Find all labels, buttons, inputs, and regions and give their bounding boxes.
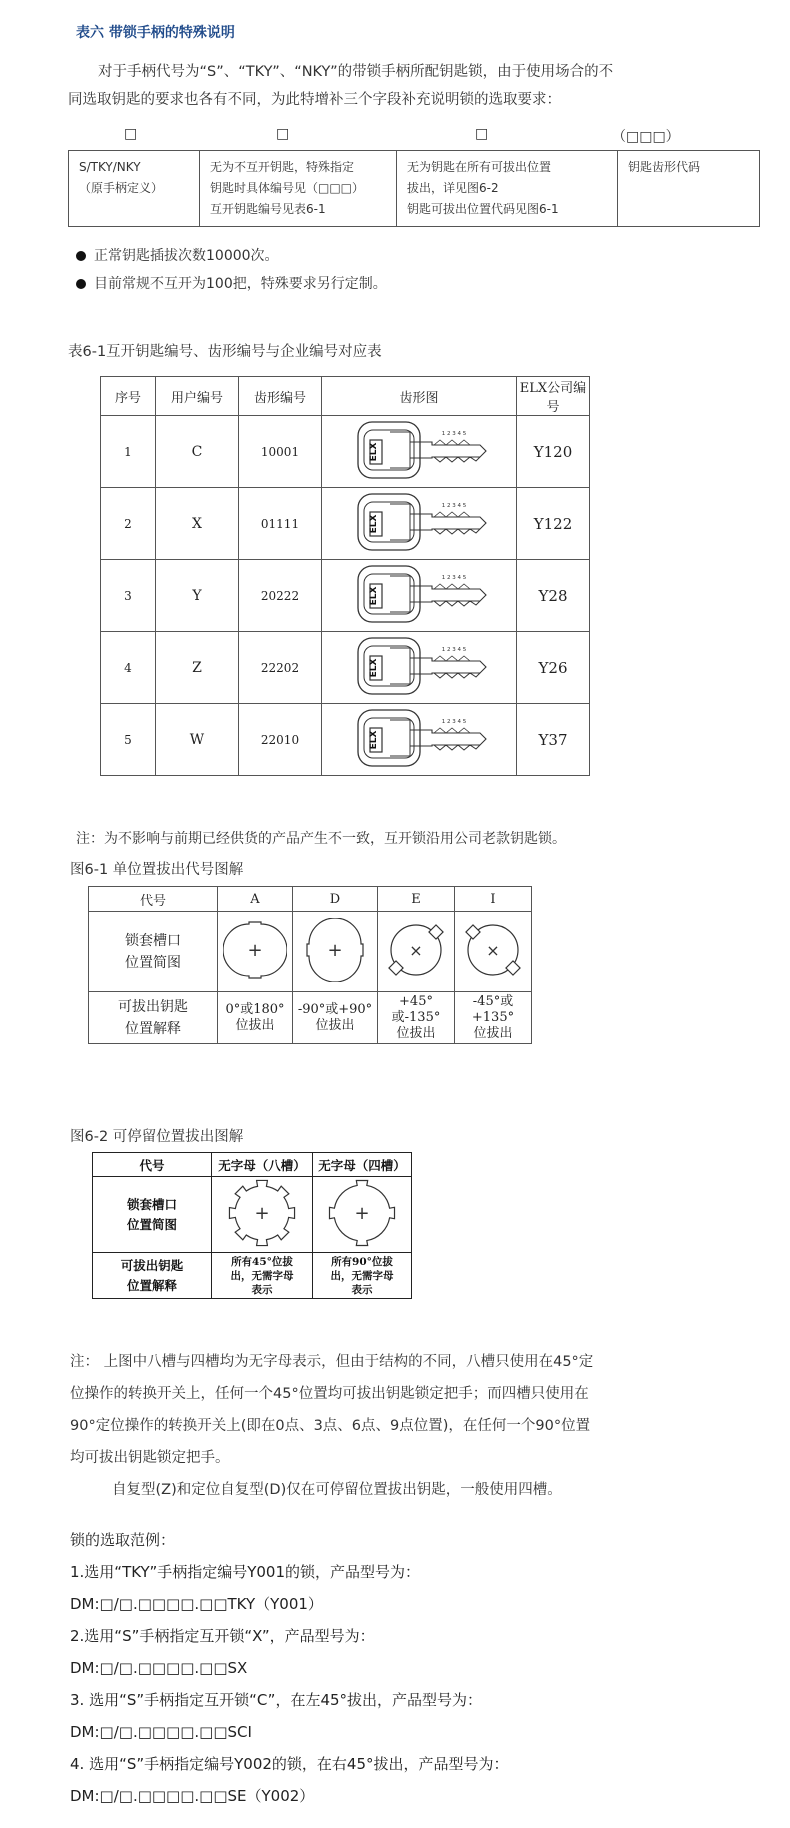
tooth-code: 10001 (239, 416, 322, 488)
table-row (101, 560, 590, 632)
tooth-code: 22202 (239, 632, 322, 704)
user-code: Z (156, 632, 239, 704)
key-icon (344, 706, 494, 770)
slot-diagram-eight (212, 1177, 313, 1253)
single-position-table (88, 886, 532, 1044)
cut-numbers: 1 2 3 4 5 (441, 502, 467, 509)
row-number: 3 (101, 560, 156, 632)
bullet-item: 目前常规不互开为100把，特殊要求另行定制。 (76, 273, 387, 293)
figure-6-1-caption: 图6-1 单位置拔出代号图解 (70, 862, 244, 878)
field-cell-handle: S/TKY/NKY （原手柄定义） (69, 151, 200, 227)
row-label-explain: 可拔出钥匙 位置解释 (93, 1253, 212, 1299)
row-label-diagram: 锁套槽口 位置简图 (93, 1177, 212, 1253)
section-title: 表六 带锁手柄的特殊说明 (76, 25, 235, 41)
row-number: 1 (101, 416, 156, 488)
row-label-diagram: 锁套槽口 位置简图 (89, 912, 218, 992)
col-header: 齿形图 (322, 377, 517, 416)
key-icon (344, 634, 494, 698)
slot-diagram-e (378, 912, 455, 992)
code-field-marks (0, 126, 790, 150)
col-header: 序号 (101, 377, 156, 416)
row-label-code: 代号 (93, 1153, 212, 1177)
table-6-1-caption: 表6-1互开钥匙编号、齿形编号与企业编号对应表 (68, 344, 382, 360)
elx-code: Y120 (517, 416, 590, 488)
code-cell: D (293, 887, 378, 912)
eight-slot-icon (226, 1177, 298, 1249)
key-icon (344, 562, 494, 626)
cut-numbers: 1 2 3 4 5 (441, 646, 467, 653)
col-header: ELX公司编号 (517, 377, 590, 416)
field-cell-key-number: 无为不互开钥匙，特殊指定 钥匙时具体编号见（□□□） 互开钥匙编号见表6-1 (200, 151, 397, 227)
intro-paragraph (68, 58, 758, 114)
table-row (101, 632, 590, 704)
example-line: 锁的选取范例： (70, 1531, 176, 1549)
field-mark: （□□□） (612, 129, 680, 145)
figure-6-2-caption: 图6-2 可停留位置拔出图解 (70, 1129, 244, 1145)
example-line: DM:□/□.□□□□.□□SX (70, 1659, 248, 1677)
explain-cell: 所有90°位拔 出，无需字母 表示 (313, 1253, 412, 1299)
explain-cell: 0°或180° 位拔出 (218, 992, 293, 1044)
elx-code: Y37 (517, 704, 590, 776)
user-code: X (156, 488, 239, 560)
elx-code: Y122 (517, 488, 590, 560)
field-mark: □ (475, 126, 489, 142)
key-image (322, 416, 517, 488)
example-line: DM:□/□.□□□□.□□SE（Y002） (70, 1787, 315, 1805)
key-brand: ELX (369, 730, 379, 749)
tooth-code: 22010 (239, 704, 322, 776)
col-header: 用户编号 (156, 377, 239, 416)
code-cell: I (455, 887, 532, 912)
example-line: 4. 选用“S”手柄指定编号Y002的锁，在右45°拔出，产品型号为： (70, 1755, 509, 1773)
example-line: 3. 选用“S”手柄指定互开锁“C”，在左45°拔出，产品型号为： (70, 1691, 483, 1709)
key-image (322, 704, 517, 776)
compatibility-note: 注：为不影响与前期已经供货的产品产生不一致，互开锁沿用公司老款钥匙锁。 (76, 831, 566, 847)
elx-code: Y26 (517, 632, 590, 704)
table-row (101, 416, 590, 488)
user-code: W (156, 704, 239, 776)
intro-line: 对于手柄代号为“S”、“TKY”、“NKY”的带锁手柄所配钥匙锁，由于使用场合的不 (98, 64, 614, 80)
row-number: 2 (101, 488, 156, 560)
key-brand: ELX (369, 586, 379, 605)
code-cell: A (218, 887, 293, 912)
cut-numbers: 1 2 3 4 5 (441, 430, 467, 437)
center-symbol: + (254, 1203, 270, 1224)
field-mark: □ (124, 126, 138, 142)
slot-diagram-i (455, 912, 532, 992)
example-line: DM:□/□.□□□□.□□TKY（Y001） (70, 1595, 323, 1613)
table-row (101, 488, 590, 560)
key-icon (344, 418, 494, 482)
tooth-code: 20222 (239, 560, 322, 632)
slot-diagram-four (313, 1177, 412, 1253)
cut-numbers: 1 2 3 4 5 (441, 574, 467, 581)
explain-cell: -90°或+90° 位拔出 (293, 992, 378, 1044)
slot-d-icon (299, 918, 371, 982)
elx-code: Y28 (517, 560, 590, 632)
bullet-dot-icon (76, 251, 86, 261)
key-brand: ELX (369, 442, 379, 461)
key-image (322, 560, 517, 632)
slot-diagram-a (218, 912, 293, 992)
key-brand: ELX (369, 514, 379, 533)
explain-cell: -45°或+135° 位拔出 (455, 992, 532, 1044)
intro-line: 同选取钥匙的要求也各有不同，为此特增补三个字段补充说明锁的选取要求： (68, 92, 561, 108)
key-icon (344, 490, 494, 554)
example-line: 1.选用“TKY”手柄指定编号Y001的锁，产品型号为： (70, 1563, 421, 1581)
bullet-item: 正常钥匙插拔次数10000次。 (76, 245, 279, 265)
field-cell-tooth: 钥匙齿形代码 (618, 151, 760, 227)
example-line: DM:□/□.□□□□.□□SCI (70, 1723, 252, 1741)
slot-e-icon (382, 918, 450, 982)
row-label-code: 代号 (89, 887, 218, 912)
bullet-dot-icon (76, 279, 86, 289)
center-symbol: × (409, 940, 423, 960)
example-line: 2.选用“S”手柄指定互开锁“X”，产品型号为： (70, 1627, 375, 1645)
center-symbol: + (354, 1203, 370, 1224)
table-row (101, 704, 590, 776)
key-brand: ELX (369, 658, 379, 677)
center-symbol: + (327, 939, 343, 961)
slot-a-icon (223, 918, 287, 982)
tooth-code: 01111 (239, 488, 322, 560)
row-label-explain: 可拔出钥匙 位置解释 (89, 992, 218, 1044)
cut-numbers: 1 2 3 4 5 (441, 718, 467, 725)
stay-position-table (92, 1152, 412, 1299)
code-cell: 无字母（八槽） (212, 1153, 313, 1177)
four-slot-icon (326, 1177, 398, 1249)
slot-note: 注： 上图中八槽与四槽均为无字母表示，但由于结构的不同，八槽只使用在45°定 位操作的转换开关上，任何一个45°位置均可拔出钥匙锁定把手；而四槽只使用在 90°定位操作的转换开关上(即在0点、3点、6点、9点位置)，在任何一个90°位置 均可拔出钥匙锁定把手。 自复型(Z)和定位自复型(D)仅在可停留位置拔出钥匙，一般使用四槽。 (70, 1354, 594, 1498)
center-symbol: × (486, 940, 500, 960)
row-number: 5 (101, 704, 156, 776)
col-header: 齿形编号 (239, 377, 322, 416)
selection-examples (70, 1524, 760, 1812)
slot-diagram-d (293, 912, 378, 992)
key-code-table (100, 376, 590, 776)
explain-cell: 所有45°位拔 出，无需字母 表示 (212, 1253, 313, 1299)
center-symbol: + (247, 939, 263, 961)
field-description-table (68, 150, 760, 227)
user-code: C (156, 416, 239, 488)
slot-i-icon (459, 918, 527, 982)
field-mark: □ (276, 126, 290, 142)
key-image (322, 488, 517, 560)
code-cell: 无字母（四槽） (313, 1153, 412, 1177)
key-image (322, 632, 517, 704)
user-code: Y (156, 560, 239, 632)
field-cell-position: 无为钥匙在所有可拔出位置 拔出，详见图6-2 钥匙可拔出位置代码见图6-1 (397, 151, 618, 227)
explain-cell: +45°或-135° 位拔出 (378, 992, 455, 1044)
row-number: 4 (101, 632, 156, 704)
code-cell: E (378, 887, 455, 912)
